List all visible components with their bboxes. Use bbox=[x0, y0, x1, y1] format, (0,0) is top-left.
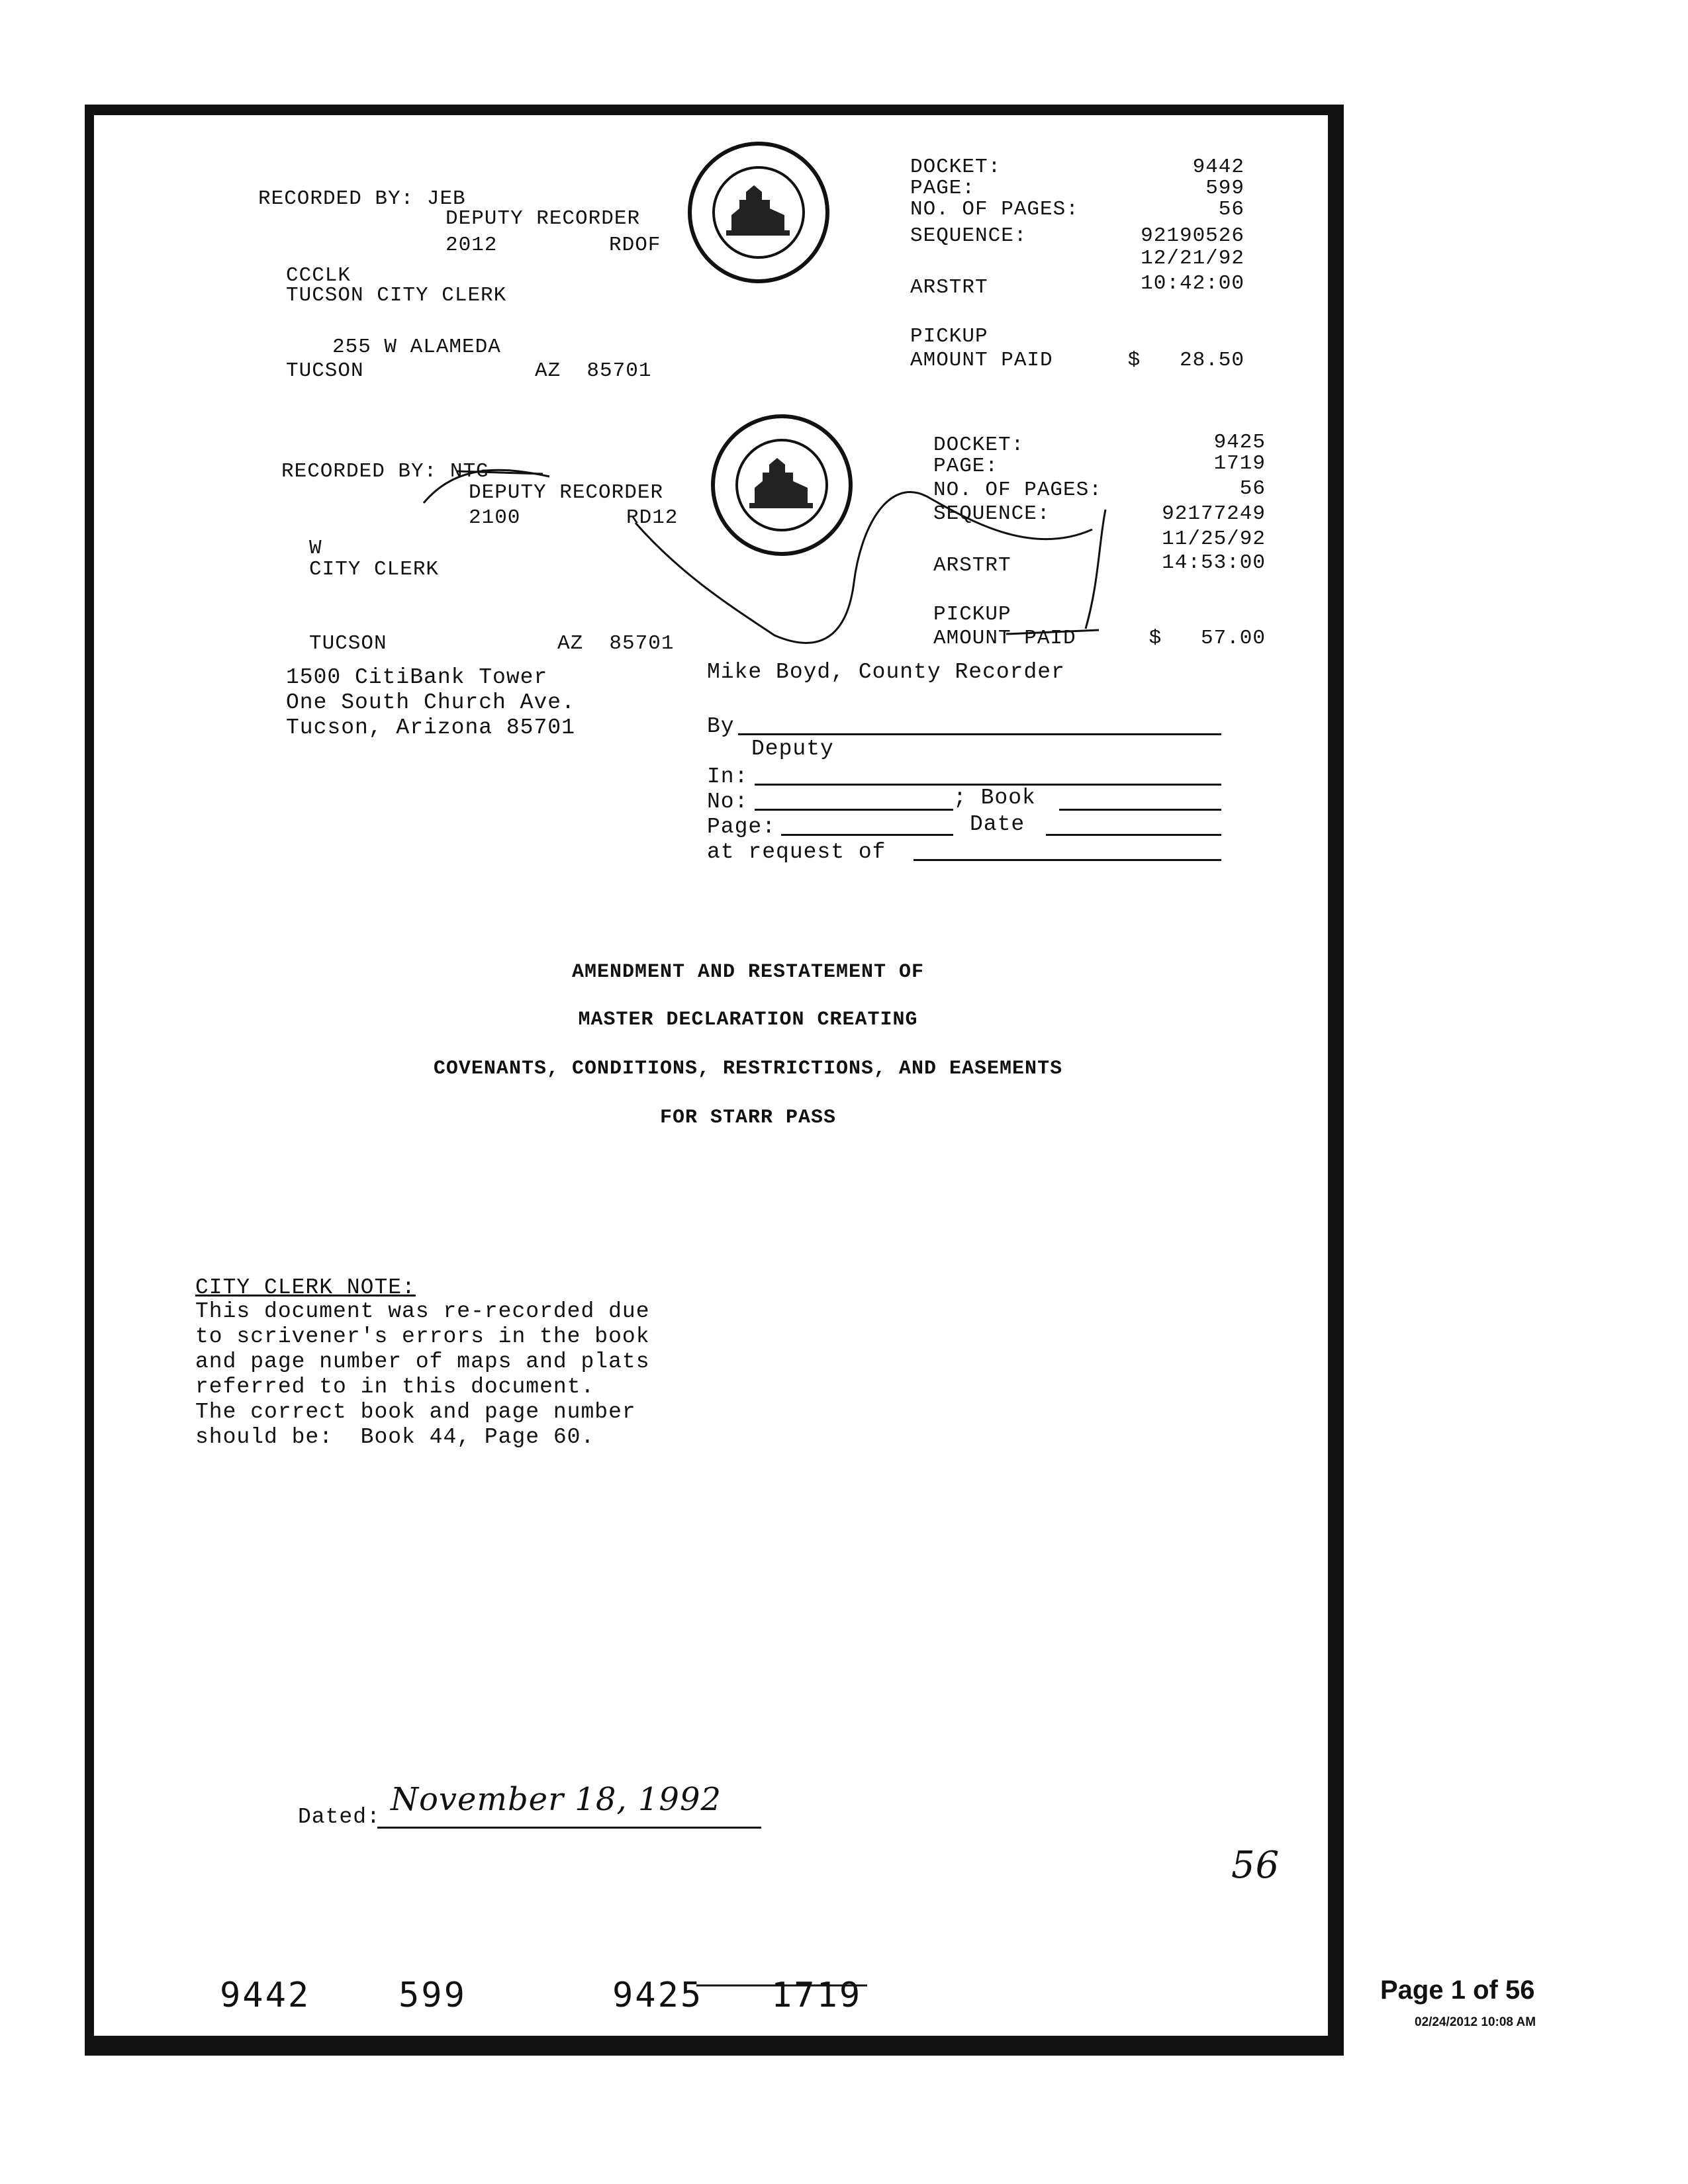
stamp2-city: TUCSON bbox=[309, 632, 387, 655]
stamp2-amount-label: AMOUNT PAID bbox=[933, 627, 1076, 650]
book-label: ; Book bbox=[953, 786, 1036, 810]
stamp1-city: TUCSON bbox=[286, 359, 364, 383]
dated-line bbox=[377, 1827, 761, 1829]
page-line bbox=[781, 834, 953, 836]
county-recorder: Mike Boyd, County Recorder bbox=[707, 660, 1065, 684]
title-line1: AMENDMENT AND RESTATEMENT OF bbox=[571, 961, 925, 983]
stamp1-sequence: 92190526 bbox=[1141, 224, 1244, 248]
stamp1-addressee2: TUCSON CITY CLERK bbox=[286, 284, 507, 307]
return-address-line1: 1500 CitiBank Tower bbox=[286, 665, 548, 690]
note-heading: CITY CLERK NOTE: bbox=[195, 1275, 416, 1300]
stamp2-time: 14:53:00 bbox=[1162, 551, 1266, 574]
bottom-docket2: 9425 bbox=[612, 1976, 704, 2015]
stamp2-recorded-by: RECORDED BY: NTG bbox=[281, 460, 489, 483]
title-line2: MASTER DECLARATION CREATING bbox=[578, 1009, 918, 1031]
stamp2-amount: $ 57.00 bbox=[1149, 627, 1266, 650]
bottom-page2: 1719 bbox=[771, 1976, 863, 2015]
note-line4: referred to in this document. bbox=[195, 1375, 595, 1399]
dated-handwritten: November 18, 1992 bbox=[391, 1781, 722, 1818]
by-line bbox=[738, 733, 1221, 735]
stamp2-addressee1: W bbox=[309, 537, 322, 560]
stamp2-docket-label: DOCKET: bbox=[933, 433, 1025, 457]
return-address-line2: One South Church Ave. bbox=[286, 690, 575, 715]
no-label: No: bbox=[707, 790, 749, 814]
stamp1-code2: RDOF bbox=[609, 234, 661, 257]
stamp1-arstrt: ARSTRT bbox=[910, 276, 988, 299]
stamp2-arstrt: ARSTRT bbox=[933, 554, 1011, 577]
bottom-docket1: 9442 bbox=[220, 1976, 311, 2015]
stamp1-amount-label: AMOUNT PAID bbox=[910, 349, 1053, 372]
stamp1-num-pages-label: NO. OF PAGES: bbox=[910, 198, 1079, 221]
in-label: In: bbox=[707, 764, 749, 789]
title-line4: FOR STARR PASS bbox=[659, 1107, 837, 1129]
stamp1-street: 255 W ALAMEDA bbox=[332, 336, 501, 359]
stamp1-num-pages: 56 bbox=[1218, 198, 1244, 221]
stamp2-code2: RD12 bbox=[626, 506, 679, 529]
stamp2-docket: 9425 bbox=[1213, 431, 1266, 454]
bottom-page1: 599 bbox=[399, 1976, 467, 2015]
stamp2-page-label: PAGE: bbox=[933, 455, 999, 478]
page-label: Page: bbox=[707, 815, 776, 839]
note-line5: The correct book and page number bbox=[195, 1400, 636, 1424]
stamp1-recorded-by: RECORDED BY: JEB bbox=[258, 187, 466, 210]
stamp2-sequence-label: SEQUENCE: bbox=[933, 502, 1051, 525]
stamp1-date: 12/21/92 bbox=[1141, 247, 1244, 270]
print-timestamp: 02/24/2012 10:08 AM bbox=[1415, 2015, 1536, 2029]
stamp1-docket-label: DOCKET: bbox=[910, 156, 1002, 179]
stamp2-page: 1719 bbox=[1213, 452, 1266, 475]
stamp1-amount: $ 28.50 bbox=[1127, 349, 1244, 372]
title-line3: COVENANTS, CONDITIONS, RESTRICTIONS, AND EASEMENTS bbox=[433, 1058, 1063, 1080]
deputy-label: Deputy bbox=[751, 737, 834, 761]
note-line1: This document was re-recorded due bbox=[195, 1299, 650, 1324]
stamp1-addressee1: CCCLK bbox=[286, 264, 352, 287]
no-line bbox=[755, 809, 953, 811]
page-indicator: Page 1 of 56 bbox=[1380, 1976, 1535, 2005]
stamp1-deputy-recorder: DEPUTY RECORDER bbox=[445, 207, 641, 230]
request-line bbox=[914, 859, 1221, 861]
stamp2-addressee2: CITY CLERK bbox=[309, 558, 440, 581]
stamp2-code: 2100 bbox=[469, 506, 521, 529]
note-line2: to scrivener's errors in the book bbox=[195, 1324, 650, 1349]
stamp1-state-zip: AZ 85701 bbox=[535, 359, 652, 383]
stamp2-date: 11/25/92 bbox=[1162, 527, 1266, 551]
date-line bbox=[1046, 834, 1221, 836]
dated-label: Dated: bbox=[298, 1805, 381, 1829]
stamp2-sequence: 92177249 bbox=[1162, 502, 1266, 525]
stamp1-page: 599 bbox=[1205, 177, 1244, 200]
stamp2-num-pages-label: NO. OF PAGES: bbox=[933, 478, 1102, 502]
stamp2-state-zip: AZ 85701 bbox=[557, 632, 675, 655]
stamp1-page-label: PAGE: bbox=[910, 177, 976, 200]
handwritten-initials: 56 bbox=[1231, 1844, 1280, 1887]
return-address-line3: Tucson, Arizona 85701 bbox=[286, 715, 575, 740]
stamp2-deputy-recorder: DEPUTY RECORDER bbox=[469, 481, 664, 504]
stamp2-num-pages: 56 bbox=[1239, 477, 1266, 500]
stamp2-pickup: PICKUP bbox=[933, 603, 1011, 626]
request-label: at request of bbox=[707, 840, 886, 864]
stamp1-sequence-label: SEQUENCE: bbox=[910, 224, 1027, 248]
stamp1-time: 10:42:00 bbox=[1141, 272, 1244, 295]
stamp1-pickup: PICKUP bbox=[910, 325, 988, 348]
note-line3: and page number of maps and plats bbox=[195, 1349, 650, 1374]
date-label: Date bbox=[970, 812, 1025, 837]
by-label: By bbox=[707, 714, 735, 739]
book-line bbox=[1059, 809, 1221, 811]
note-line6: should be: Book 44, Page 60. bbox=[195, 1425, 595, 1449]
stamp1-docket: 9442 bbox=[1192, 156, 1244, 179]
stamp1-code: 2012 bbox=[445, 234, 498, 257]
